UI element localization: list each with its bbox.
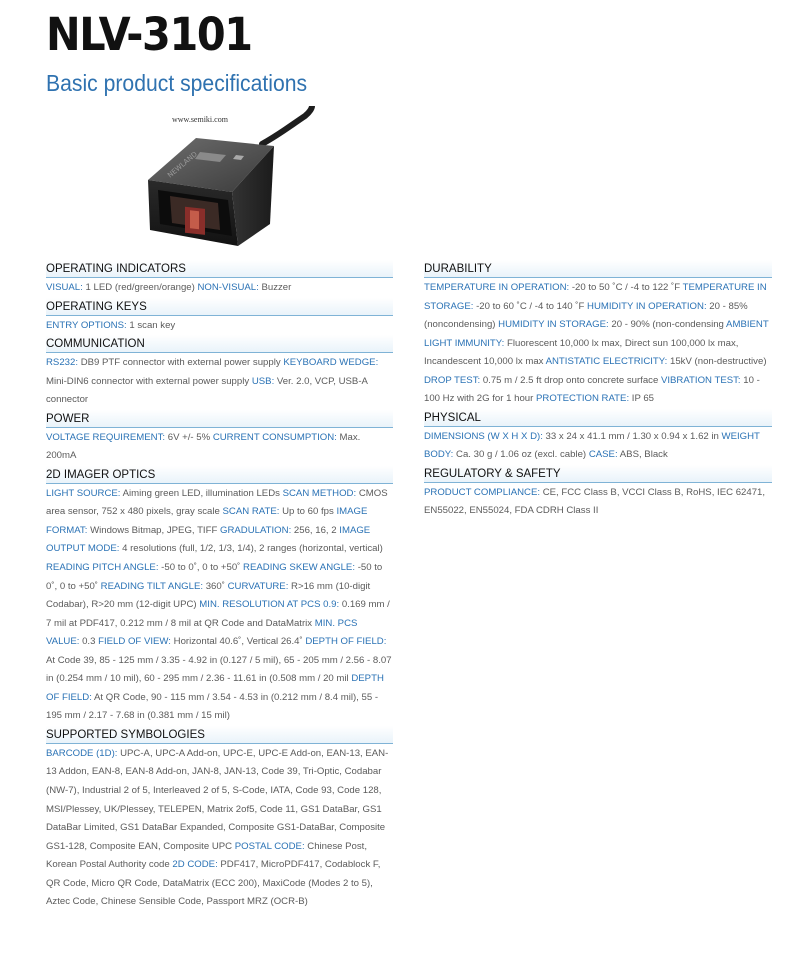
- spec-value: 6V +/- 5%: [167, 431, 211, 443]
- spec-key: VISUAL :: [46, 282, 85, 293]
- spec-key: KEYBOARD WEDGE :: [283, 357, 378, 368]
- spec-key: TEMPERATURE IN STORAGE :: [424, 282, 767, 312]
- spec-key: READING PITCH ANGLE :: [46, 562, 161, 573]
- spec-key: SCAN METHOD :: [283, 488, 359, 499]
- spec-value: At QR Code, 90 - 115 mm / 3.54 - 4.53 in (0.212 mm / 8.4 mil), 55 - 195 mm / 2.17 - 7.68 in (0.381 mm / 15 mil): [46, 691, 379, 722]
- spec-value: 33 x 24 x 41.1 mm / 1.30 x 0.94 x 1.62 in: [545, 430, 719, 442]
- spec-value: Horizontal 40.6˚, Vertical 26.4˚: [173, 636, 303, 648]
- spec-value: -20 to 50 ˚C / -4 to 122 ˚F: [571, 282, 681, 293]
- section-heading: PHYSICAL: [424, 409, 772, 427]
- spec-value: ABS, Black: [619, 449, 668, 461]
- spec-key: CURVATURE :: [228, 581, 291, 592]
- spec-key: MIN. RESOLUTION AT PCS 0.9 :: [199, 599, 342, 610]
- section-heading: DURABILITY: [424, 260, 772, 278]
- spec-key: CURRENT CONSUMPTION :: [213, 432, 340, 443]
- spec-value: 0.169 mm / 7 mil at PDF417, 0.212 mm / 8 mil at QR Code and DataMatrix: [46, 599, 390, 629]
- spec-value: 360˚: [205, 580, 225, 592]
- section-body: [46, 316, 393, 336]
- spec-value: Max. 200mA: [46, 431, 361, 462]
- section-body: [46, 278, 393, 298]
- spec-value: 0.3: [82, 636, 96, 648]
- section-body: [424, 427, 772, 465]
- spec-value: Mini-DIN6 connector with external power supply: [46, 375, 250, 387]
- section-heading: COMMUNICATION: [46, 335, 393, 353]
- spec-key: READING SKEW ANGLE :: [243, 562, 358, 573]
- section-heading: POWER: [46, 410, 393, 428]
- spec-value: R>16 mm (10-digit Codabar), R>20 mm (12-digit UPC): [46, 580, 371, 611]
- section-body: [46, 744, 393, 912]
- spec-key: READING TILT ANGLE :: [101, 581, 206, 592]
- section-heading: SUPPORTED SYMBOLOGIES: [46, 726, 393, 744]
- section-heading: OPERATING KEYS: [46, 298, 393, 316]
- spec-value: -50 to 0˚, 0 to +50˚: [161, 562, 241, 574]
- spec-key: IMAGE OUTPUT MODE :: [46, 525, 370, 555]
- spec-key: HUMIDITY IN OPERATION :: [587, 301, 709, 312]
- spec-key: ENTRY OPTIONS :: [46, 320, 129, 331]
- spec-value: 1 LED (red/green/orange): [85, 282, 195, 293]
- spec-value: 15kV (non-destructive): [670, 356, 767, 368]
- spec-value: 20 - 90% (non-condensing: [611, 319, 724, 331]
- spec-value: Up to 60 fps: [282, 506, 334, 518]
- spec-value: Chinese Post, Korean Postal Authority code: [46, 840, 368, 871]
- spec-value: -50 to 0˚, 0 to +50˚: [46, 562, 383, 592]
- section-body: [46, 353, 393, 410]
- spec-value: PDF417, MicroPDF417, Codablock F, QR Code, Micro QR Code, DataMatrix (ECC 200), MaxiCode (Modes 2 to 5), Aztec Code, Chinese Sensible Code, Passport MRZ (OCR-B): [46, 859, 381, 908]
- spec-key: LIGHT SOURCE :: [46, 488, 123, 499]
- spec-value: Buzzer: [261, 282, 292, 293]
- spec-value: UPC-A, UPC-A Add-on, UPC-E, UPC-E Add-on, EAN-13, EAN-13 Addon, EAN-8, EAN-8 Add-on, JAN-8, JAN-13, Code 39, Tri-Optic, Codabar (NW-7), Industrial 2 of 5, Interleaved 2 of 5, S-Code, IATA, Code 93, Code 128, MSI/Plessey, UK/Plessey, TELEPEN, Matrix 2of5, Code 11, GS1 DataBar, GS1 DataBar Limited, GS1 DataBar Expanded, Composite GS1-DataBar, Composite GS1-128, Composite EAN, Composite UPC: [46, 747, 389, 852]
- spec-value: -20 to 60 ˚C / -4 to 140 ˚F: [476, 300, 585, 312]
- spec-value: Aiming green LED, illumination LEDs: [122, 487, 280, 499]
- section-body: [46, 484, 393, 726]
- spec-key: TEMPERATURE IN OPERATION :: [424, 282, 572, 293]
- spec-value: DB9 PTF connector with external power supply: [80, 357, 281, 369]
- section-body: [424, 483, 772, 521]
- device-brand-label: NEWLAND: [166, 150, 199, 180]
- product-title: NLV-3101: [46, 8, 252, 61]
- spec-key: HUMIDITY IN STORAGE :: [498, 319, 611, 330]
- spec-key: SCAN RATE :: [223, 506, 283, 517]
- product-image: [140, 106, 325, 251]
- spec-value: 1 scan key: [129, 319, 176, 331]
- spec-key: DEPTH OF FIELD :: [46, 673, 384, 703]
- spec-value: At Code 39, 85 - 125 mm / 3.35 - 4.92 in (0.127 / 5 mil), 65 - 205 mm / 2.56 - 8.07 in (0.254 mm / 10 mil), 60 - 295 mm / 2.36 - 11.61 in (0.508 mm / 20 mil: [46, 654, 392, 685]
- spec-value: CE, FCC Class B, VCCI Class B, RoHS, IEC 62471, EN55022, EN55024, FDA CDRH Class II: [424, 486, 766, 517]
- spec-value: IP 65: [631, 393, 655, 405]
- right-spec-column: [424, 260, 772, 521]
- spec-key: MIN. PCS VALUE :: [46, 618, 357, 648]
- spec-key: WEIGHT BODY :: [424, 431, 760, 461]
- watermark-text: www.semiki.com: [172, 115, 228, 124]
- spec-key: ANTISTATIC ELECTRICITY :: [546, 356, 670, 367]
- spec-key: IMAGE FORMAT :: [46, 506, 367, 536]
- spec-key: AMBIENT LIGHT IMMUNITY :: [424, 319, 769, 349]
- section-body: [46, 428, 393, 466]
- spec-key: BARCODE (1D) :: [46, 748, 120, 759]
- spec-key: DEPTH OF FIELD :: [305, 636, 386, 647]
- spec-value: CMOS area sensor, 752 x 480 pixels, gray scale: [46, 487, 388, 518]
- spec-key: PRODUCT COMPLIANCE :: [424, 487, 543, 498]
- spec-value: Fluorescent 10,000 lx max, Direct sun 100,000 lx max, Incandescent 10,000 lx max: [424, 337, 739, 368]
- spec-key: CASE :: [589, 449, 620, 460]
- spec-key: NON-VISUAL :: [197, 282, 261, 293]
- spec-key: RS232 :: [46, 357, 81, 368]
- spec-key: FIELD OF VIEW :: [98, 636, 174, 647]
- spec-value: 256, 16, 2: [293, 524, 337, 536]
- spec-key: GRADULATION :: [220, 525, 294, 536]
- spec-value: Ver. 2.0, VCP, USB-A connector: [46, 375, 368, 406]
- spec-value: Ca. 30 g / 1.06 oz (excl. cable): [456, 449, 587, 461]
- spec-key: VOLTAGE REQUIREMENT :: [46, 432, 168, 443]
- section-heading: REGULATORY & SAFETY: [424, 465, 772, 483]
- spec-value: Windows Bitmap, JPEG, TIFF: [90, 524, 218, 536]
- spec-key: DROP TEST :: [424, 375, 483, 386]
- spec-key: 2D CODE :: [172, 859, 220, 870]
- spec-key: DIMENSIONS (W X H X D) :: [424, 431, 546, 442]
- left-spec-column: [46, 260, 393, 912]
- page-subtitle: Basic product specifications: [46, 70, 308, 96]
- section-body: [424, 278, 772, 409]
- section-heading: OPERATING INDICATORS: [46, 260, 393, 278]
- spec-key: VIBRATION TEST :: [661, 375, 743, 386]
- spec-value: 4 resolutions (full, 1/2, 1/3, 1/4), 2 ranges (horizontal, vertical): [122, 543, 383, 555]
- spec-key: USB :: [252, 376, 277, 387]
- section-heading: 2D IMAGER OPTICS: [46, 466, 393, 484]
- spec-value: 0.75 m / 2.5 ft drop onto concrete surface: [482, 374, 659, 386]
- spec-key: PROTECTION RATE :: [536, 393, 632, 404]
- spec-key: POSTAL CODE :: [235, 841, 308, 852]
- spec-value: 10 - 100 Hz with 2G for 1 hour: [424, 374, 760, 405]
- spec-value: 20 - 85% (noncondensing): [424, 300, 748, 331]
